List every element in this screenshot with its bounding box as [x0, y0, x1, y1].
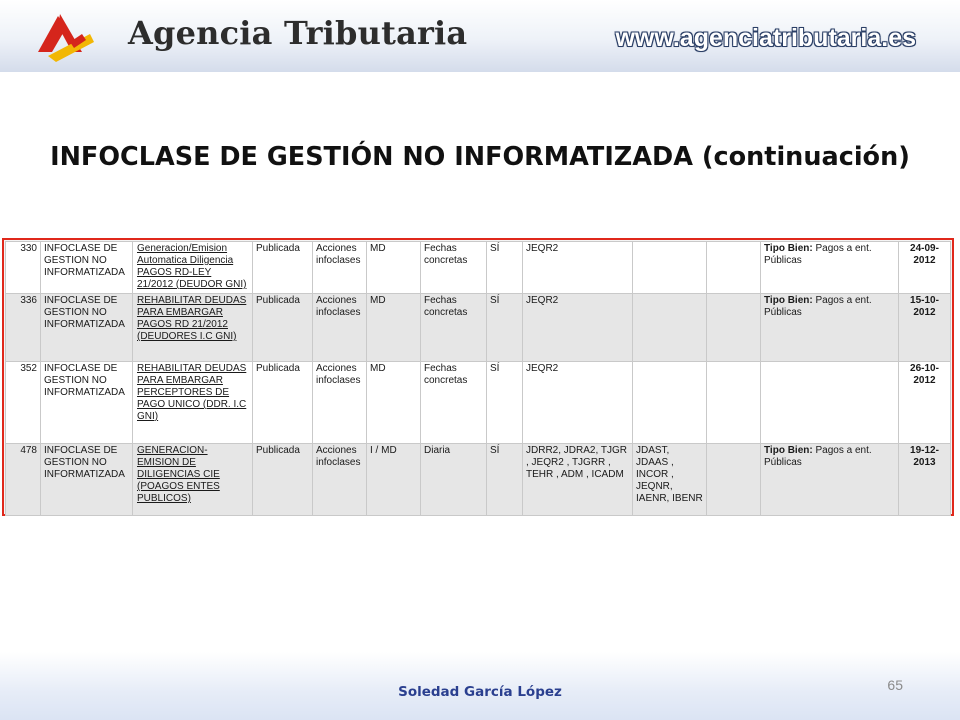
- row-codes: JDRR2, JDRA2, TJGR , JEQR2 , TJGRR , TEHR , ADM , ICADM: [523, 444, 633, 516]
- row-description-link[interactable]: [133, 444, 253, 516]
- author-name: Soledad García López: [398, 684, 562, 700]
- row-status: Publicada: [253, 444, 313, 516]
- row-id: 352: [6, 362, 41, 444]
- row-codes-secondary: JDAST, JDAAS , INCOR , JEQNR, IAENR, IBENR: [633, 444, 707, 516]
- row-type: Acciones infoclases: [313, 362, 367, 444]
- tipo-bien-label: Tipo Bien:: [764, 243, 813, 254]
- row-status: Publicada: [253, 294, 313, 362]
- row-type: Acciones infoclases: [313, 444, 367, 516]
- row-codes-secondary: [633, 362, 707, 444]
- row-tipo-bien: [761, 294, 899, 362]
- row-status: Publicada: [253, 242, 313, 294]
- row-flag: SÍ: [487, 242, 523, 294]
- row-date: 26-10-2012: [899, 362, 951, 444]
- description-link-text[interactable]: REHABILITAR DEUDAS PARA EMBARGAR PERCEPTORES DE PAGO UNICO (DDR. I.C GNI): [137, 363, 247, 422]
- tipo-bien-value: Pagos a ent. Públicas: [764, 243, 872, 266]
- row-tipo-bien: [761, 444, 899, 516]
- row-empty-cell: [707, 362, 761, 444]
- row-periodicity: Fechas concretas: [421, 294, 487, 362]
- header-banner: [0, 0, 960, 72]
- tipo-bien-value: Pagos a ent. Públicas: [764, 445, 872, 468]
- page-number: 65: [887, 677, 903, 693]
- brand-name: Agencia Tributaria: [128, 14, 468, 52]
- table-row: [6, 362, 951, 444]
- row-tipo-bien: [761, 242, 899, 294]
- row-flag: SÍ: [487, 294, 523, 362]
- tipo-bien-value: Pagos a ent. Públicas: [764, 295, 872, 318]
- row-tipo-bien: [761, 362, 899, 444]
- description-link-text[interactable]: Generacion/Emision Automatica Diligencia PAGOS RD-LEY 21/2012 (DEUDOR GNI): [137, 243, 247, 290]
- row-description-link[interactable]: [133, 242, 253, 294]
- row-name: INFOCLASE DE GESTION NO INFORMATIZADA: [41, 362, 133, 444]
- row-codes: JEQR2: [523, 362, 633, 444]
- row-status: Publicada: [253, 362, 313, 444]
- row-empty-cell: [707, 242, 761, 294]
- row-codes: JEQR2: [523, 294, 633, 362]
- row-codes: JEQR2: [523, 242, 633, 294]
- tipo-bien-label: Tipo Bien:: [764, 445, 813, 456]
- row-flag: SÍ: [487, 362, 523, 444]
- row-date: 24-09-2012: [899, 242, 951, 294]
- row-module: MD: [367, 294, 421, 362]
- slide-title: INFOCLASE DE GESTIÓN NO INFORMATIZADA (continuación): [50, 142, 910, 172]
- row-empty-cell: [707, 294, 761, 362]
- row-name: INFOCLASE DE GESTION NO INFORMATIZADA: [41, 294, 133, 362]
- row-type: Acciones infoclases: [313, 294, 367, 362]
- row-date: 19-12-2013: [899, 444, 951, 516]
- row-module: MD: [367, 242, 421, 294]
- row-date: 15-10-2012: [899, 294, 951, 362]
- table-row: [6, 242, 951, 294]
- row-id: 478: [6, 444, 41, 516]
- description-link-text[interactable]: GENERACION-EMISION DE DILIGENCIAS CIE (POAGOS ENTES PUBLICOS): [137, 445, 220, 504]
- row-codes-secondary: [633, 242, 707, 294]
- table-row: [6, 444, 951, 516]
- agencia-tributaria-logo-icon: [30, 6, 100, 66]
- row-module: MD: [367, 362, 421, 444]
- row-flag: SÍ: [487, 444, 523, 516]
- row-periodicity: Fechas concretas: [421, 362, 487, 444]
- row-periodicity: Fechas concretas: [421, 242, 487, 294]
- row-periodicity: Diaria: [421, 444, 487, 516]
- row-id: 336: [6, 294, 41, 362]
- row-empty-cell: [707, 444, 761, 516]
- row-name: INFOCLASE DE GESTION NO INFORMATIZADA: [41, 444, 133, 516]
- description-link-text[interactable]: REHABILITAR DEUDAS PARA EMBARGAR PAGOS RD 21/2012 (DEUDORES I.C GNI): [137, 295, 247, 342]
- infoclase-table: [5, 241, 951, 516]
- row-module: I / MD: [367, 444, 421, 516]
- tipo-bien-label: Tipo Bien:: [764, 295, 813, 306]
- row-description-link[interactable]: [133, 362, 253, 444]
- row-description-link[interactable]: [133, 294, 253, 362]
- row-id: 330: [6, 242, 41, 294]
- row-codes-secondary: [633, 294, 707, 362]
- row-name: INFOCLASE DE GESTION NO INFORMATIZADA: [41, 242, 133, 294]
- row-type: Acciones infoclases: [313, 242, 367, 294]
- website-url: www.agenciatributaria.es: [615, 24, 916, 52]
- table-row: [6, 294, 951, 362]
